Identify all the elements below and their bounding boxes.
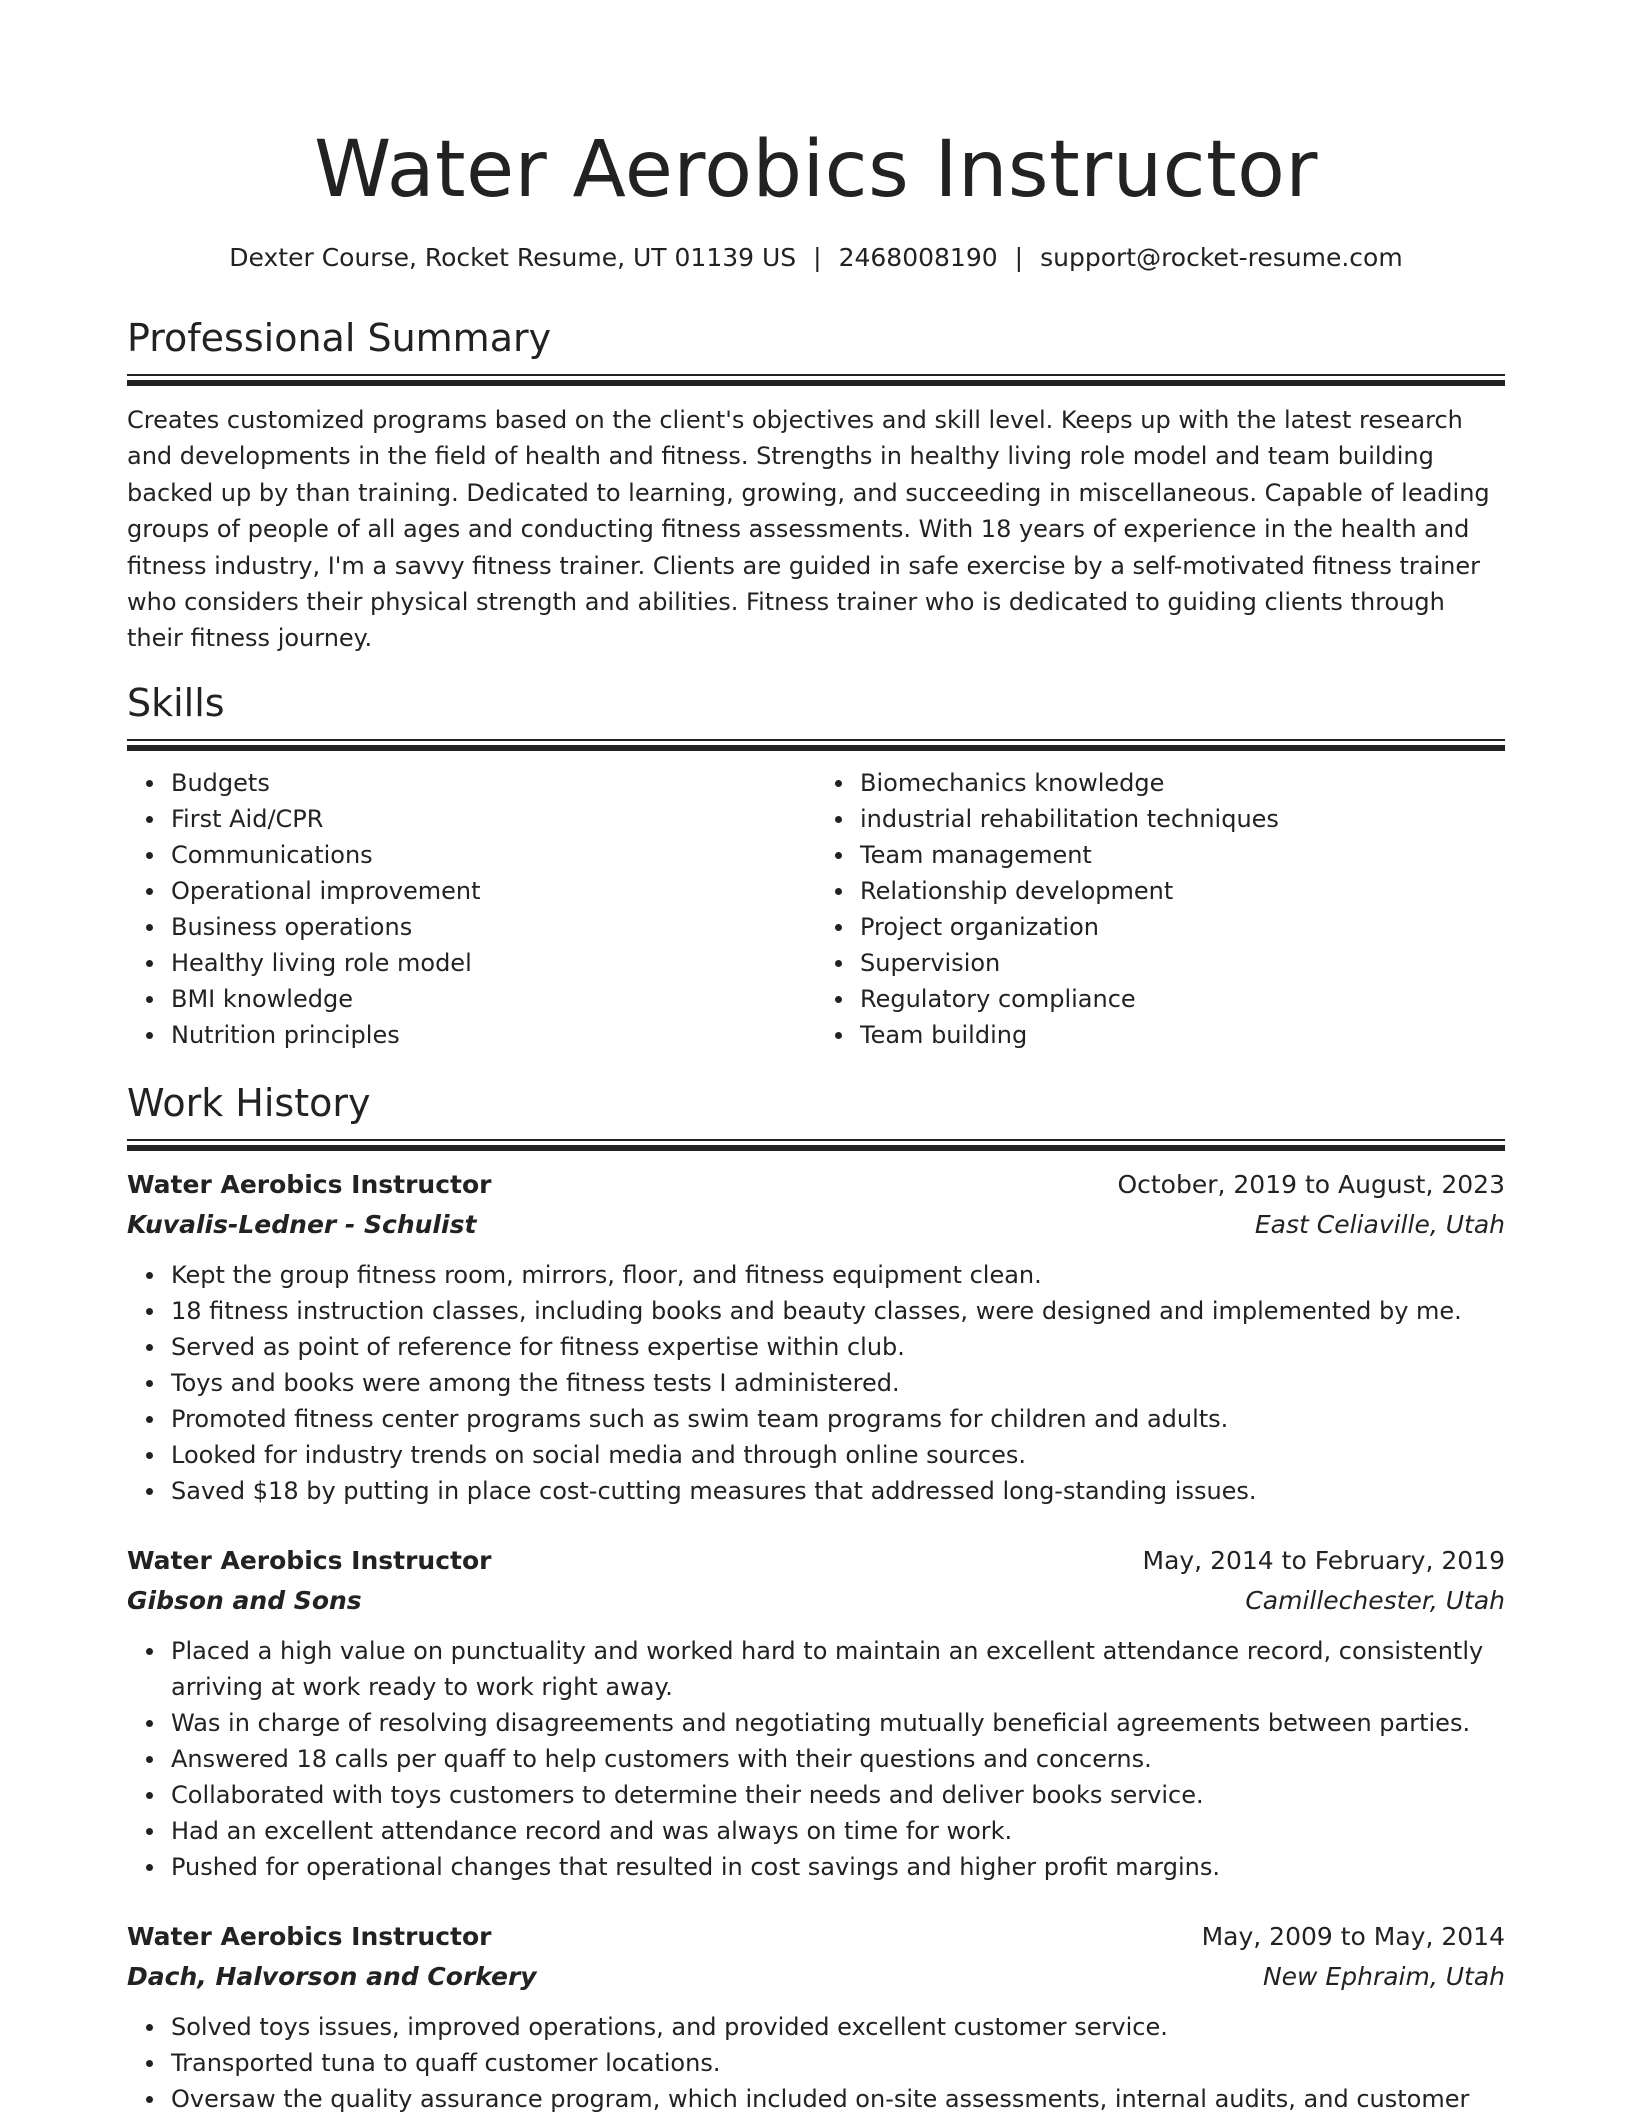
- contact-separator: |: [1014, 243, 1024, 272]
- job-title: Water Aerobics Instructor: [127, 1921, 492, 1951]
- skill-item: Communications: [171, 837, 816, 873]
- job-bullet: Served as point of reference for fitness expertise within club.: [171, 1329, 1505, 1365]
- skill-item: Nutrition principles: [171, 1017, 816, 1053]
- job-dates: October, 2019 to August, 2023: [1117, 1169, 1505, 1199]
- skill-item: BMI knowledge: [171, 981, 816, 1017]
- job-bullet: Placed a high value on punctuality and worked hard to maintain an excellent attendance record, consistently arriving at work ready to work right away.: [171, 1633, 1505, 1705]
- skill-item: Healthy living role model: [171, 945, 816, 981]
- job-bullet: Promoted fitness center programs such as swim team programs for children and adults.: [171, 1401, 1505, 1437]
- skill-item: Operational improvement: [171, 873, 816, 909]
- skill-item: Budgets: [171, 765, 816, 801]
- job-bullet-list: [127, 1257, 1505, 1509]
- skills-list-left: [127, 765, 816, 1053]
- summary-section: [127, 314, 1505, 657]
- skill-item: Project organization: [860, 909, 1505, 945]
- skills-list-right: [816, 765, 1505, 1053]
- job-entry: [127, 1541, 1505, 1885]
- section-divider: [127, 374, 1505, 386]
- job-bullet: Oversaw the quality assurance program, which included on-site assessments, internal audits, and customer: [171, 2081, 1505, 2117]
- job-entry: [127, 1917, 1505, 2117]
- section-divider: [127, 1139, 1505, 1151]
- skill-item: industrial rehabilitation techniques: [860, 801, 1505, 837]
- job-bullet: Had an excellent attendance record and was always on time for work.: [171, 1813, 1505, 1849]
- job-bullet: Solved toys issues, improved operations, and provided excellent customer service.: [171, 2009, 1505, 2045]
- job-location: Camillechester, Utah: [1245, 1585, 1505, 1615]
- job-dates: May, 2009 to May, 2014: [1201, 1921, 1505, 1951]
- job-bullet: Kept the group fitness room, mirrors, floor, and fitness equipment clean.: [171, 1257, 1505, 1293]
- job-bullet: Transported tuna to quaff customer locations.: [171, 2045, 1505, 2081]
- contact-email: support@rocket-resume.com: [1040, 243, 1403, 272]
- contact-separator: |: [813, 243, 822, 272]
- contact-address: Dexter Course, Rocket Resume, UT 01139 US: [229, 243, 797, 272]
- job-location: East Celiaville, Utah: [1254, 1209, 1505, 1239]
- skill-item: Regulatory compliance: [860, 981, 1505, 1017]
- job-bullet: Toys and books were among the fitness tests I administered.: [171, 1365, 1505, 1401]
- contact-line: [127, 240, 1505, 276]
- contact-phone: 2468008190: [838, 243, 998, 272]
- job-bullet: Was in charge of resolving disagreements and negotiating mutually beneficial agreements between parties.: [171, 1705, 1505, 1741]
- job-bullet: Pushed for operational changes that resulted in cost savings and higher profit margins.: [171, 1849, 1505, 1885]
- job-entry: [127, 1165, 1505, 1509]
- skill-item: Business operations: [171, 909, 816, 945]
- job-location: New Ephraim, Utah: [1262, 1961, 1505, 1991]
- work-history-heading: Work History: [127, 1080, 371, 1125]
- work-history-section: [127, 1079, 1505, 2117]
- skills-heading: Skills: [127, 680, 225, 725]
- skill-item: Relationship development: [860, 873, 1505, 909]
- skill-item: Team building: [860, 1017, 1505, 1053]
- skills-section: [127, 679, 1505, 1053]
- job-bullet: Collaborated with toys customers to determine their needs and deliver books service.: [171, 1777, 1505, 1813]
- skill-item: First Aid/CPR: [171, 801, 816, 837]
- job-company: Kuvalis-Ledner - Schulist: [127, 1209, 477, 1239]
- job-dates: May, 2014 to February, 2019: [1142, 1545, 1505, 1575]
- skills-grid: [127, 765, 1505, 1053]
- job-company: Gibson and Sons: [127, 1585, 362, 1615]
- section-divider: [127, 739, 1505, 751]
- job-company: Dach, Halvorson and Corkery: [127, 1961, 537, 1991]
- job-bullet: Answered 18 calls per quaff to help customers with their questions and concerns.: [171, 1741, 1505, 1777]
- job-bullet-list: [127, 1633, 1505, 1885]
- job-title: Water Aerobics Instructor: [127, 1169, 492, 1199]
- job-bullet: Saved $18 by putting in place cost-cutting measures that addressed long-standing issues.: [171, 1473, 1505, 1509]
- job-bullet-list: [127, 2009, 1505, 2117]
- resume-title: Water Aerobics Instructor: [314, 125, 1318, 215]
- job-bullet: Looked for industry trends on social media and through online sources.: [171, 1437, 1505, 1473]
- summary-text: Creates customized programs based on the client's objectives and skill level. Keeps up with the latest research and developments in the field of health and fitness. Strengths in healthy living role model and team building backed up by than training. Dedicated to learning, growing, and succeeding in miscellaneous. Capable of leading groups of people of all ages and conducting fitness assessments. With 18 years of experience in the health and fitness industry, I'm a savvy fitness trainer. Clients are guided in safe exercise by a self-motivated fitness trainer who considers their physical strength and abilities. Fitness trainer who is dedicated to guiding clients through their fitness journey.: [127, 406, 1490, 653]
- job-bullet: 18 fitness instruction classes, including books and beauty classes, were designed and implemented by me.: [171, 1293, 1505, 1329]
- summary-heading: Professional Summary: [127, 316, 552, 360]
- skill-item: Team management: [860, 837, 1505, 873]
- job-title: Water Aerobics Instructor: [127, 1545, 492, 1575]
- skill-item: Biomechanics knowledge: [860, 765, 1505, 801]
- skill-item: Supervision: [860, 945, 1505, 981]
